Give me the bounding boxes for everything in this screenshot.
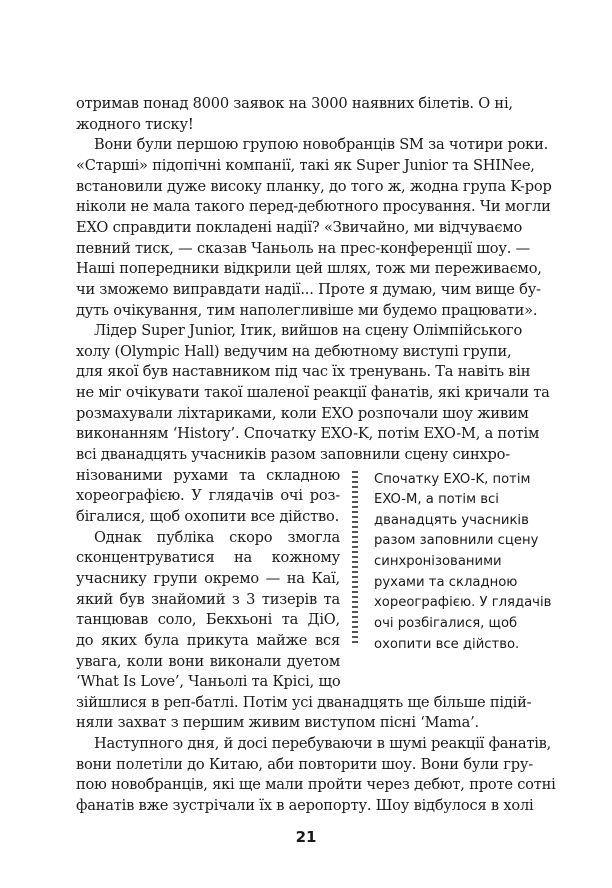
pull-quote-line: Спочатку EXO-K, потім: [374, 471, 531, 487]
body-text-line: певний тиск, — сказав Чаньоль на прес-конференції шоу. —: [76, 239, 531, 257]
body-text-line: для якої був наставником під час їх тренувань. Та навіть він: [76, 363, 531, 381]
body-text-line: зійшлися в реп-батлі. Потім усі дванадцять ще більше підій-: [76, 693, 532, 711]
page-number: 21: [295, 828, 317, 846]
body-text-line: до яких була прикута майже вся: [76, 631, 340, 649]
body-text-line: ніколи не мала такого перед-дебютного просування. Чи могли: [76, 198, 551, 216]
body-text-line: виконанням ‘History’. Спочатку EXO-K, потім EXO-M, а потім: [76, 425, 540, 443]
pull-quote-line: хореографією. У глядачів: [374, 595, 552, 611]
body-text-line: увага, коли вони виконали дуетом: [76, 652, 340, 670]
body-text-line: вони полетіли до Китаю, аби повторити шоу. Вони були гру-: [76, 755, 533, 773]
body-text-line: Вони були першою групою новобранців SM за чотири роки.: [94, 136, 549, 154]
body-text-line: холу (Olympic Hall) ведучим на дебютному виступі групи,: [76, 342, 512, 360]
body-text-line: учаснику групи окремо — на Каї,: [76, 569, 340, 587]
body-text-line: нізованими рухами та складною: [76, 466, 340, 484]
pull-quote-line: синхронізованими: [374, 554, 502, 570]
body-text-line: всі дванадцять учасників разом заповнили сцену синхро-: [76, 446, 510, 463]
body-text-line: дуть очікування, тим наполегливіше ми будемо працювати».: [76, 301, 538, 319]
body-text-line: жодного тиску!: [76, 115, 194, 133]
body-text-line: ‘What Is Love’, Чаньолі та Крісі, що: [76, 673, 341, 691]
body-text-line: танцював соло, Бекхьоні та ДіО,: [76, 611, 340, 629]
pull-quote-dashed-rule: [352, 471, 358, 647]
body-text-line: Наступного дня, й досі перебуваючи в шумі реакції фанатів,: [94, 735, 552, 753]
body-text-line: Лідер Super Junior, Ітик, вийшов на сцену Олімпійського: [94, 322, 523, 340]
body-text-line: Наші попередники відкрили цей шлях, тож ми переживаємо,: [76, 260, 542, 278]
body-text-line: розмахували ліхтариками, коли EXO розпочали шоу живим: [76, 404, 529, 422]
pull-quote: [352, 469, 552, 652]
body-text-line: бігалися, щоб охопити все дійство.: [76, 507, 340, 525]
body-text-line: який був знайомий з 3 тизерів та: [76, 590, 340, 608]
pull-quote-line: дванадцять учасників: [374, 512, 529, 528]
body-text-line: отримав понад 8000 заявок на 3000 наявних білетів. О ні,: [76, 95, 513, 112]
body-text-line: «Старші» підопічні компанії, такі як Super Junior та SHINee,: [76, 156, 535, 174]
body-text-line: сконцентруватися на кожному: [76, 549, 340, 567]
body-text-line: EXO справдити покладені надії? «Звичайно, ми відчуваємо: [76, 218, 523, 236]
body-text-line: не міг очікувати такої шаленої реакції фанатів, які кричали та: [76, 384, 550, 402]
pull-quote-line: EXO-M, а потім всі: [374, 492, 499, 508]
body-text-line: фанатів вже зустрічали їх в аеропорту. Шоу відбулося в холі: [76, 797, 534, 814]
pull-quote-line: охопити все дійство.: [374, 636, 520, 652]
body-text-line: хореографією. У глядачів очі роз-: [76, 487, 340, 505]
body-text-line: Однак публіка скоро змогла: [94, 528, 340, 546]
body-text-line: встановили дуже високу планку, до того ж, жодна група K-pop: [76, 177, 552, 195]
pull-quote-line: очі розбігалися, щоб: [374, 616, 518, 632]
body-text-line: пою новобранців, які ще мали пройти через дебют, проте сотні: [76, 776, 556, 794]
pull-quote-line: рухами та складною: [374, 574, 518, 590]
pull-quote-line: разом заповнили сцену: [374, 533, 539, 549]
body-text-line: няли захват з першим живим виступом пісні ‘Mama’.: [76, 714, 479, 732]
body-text-line: чи зможемо виправдати надії... Проте я думаю, чим вище бу-: [76, 280, 541, 298]
